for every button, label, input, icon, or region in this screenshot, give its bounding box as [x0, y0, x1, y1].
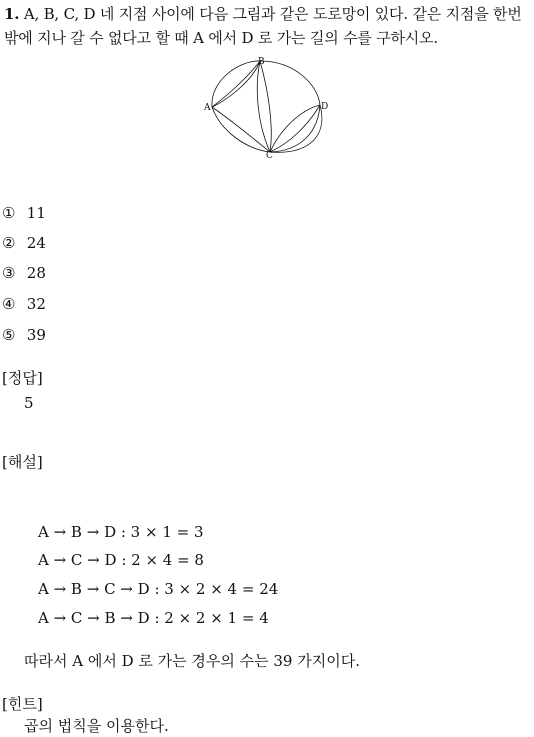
road-b-d-1: [260, 61, 320, 105]
question-text: [4, 2, 530, 50]
choice-4-value: 32: [26, 295, 46, 313]
road-a-b-1: [212, 61, 260, 107]
choice-2[interactable]: [2, 233, 46, 253]
explanation-line-4: A → C → B → D : 2 × 2 × 1 = 4: [38, 609, 269, 627]
explanation-label: [해설]: [2, 453, 43, 471]
hint-text: 곱의 법칙을 이용한다.: [24, 717, 169, 735]
choice-5-marker: ⑤: [2, 326, 16, 344]
choice-4-marker: ④: [2, 295, 16, 313]
choice-5-value: 39: [26, 326, 46, 344]
question-body: A, B, C, D 네 지점 사이에 다음 그림과 같은 도로망이 있다. 같은 지점을 한번 밖에 지나 갈 수 없다고 할 때 A 에서 D 로 가는 길의 수를 구하시오.: [4, 5, 522, 47]
vertex-c-label: C: [266, 151, 273, 161]
vertex-b-label: B: [258, 57, 265, 67]
vertex-d-label: D: [321, 102, 329, 112]
choice-5[interactable]: [2, 325, 46, 345]
choice-2-value: 24: [26, 234, 46, 252]
choice-2-marker: ②: [2, 234, 16, 252]
vertex-a-label: A: [204, 103, 211, 113]
choice-3[interactable]: [2, 263, 46, 283]
question-number: 1.: [4, 5, 20, 23]
road-network-svg: [200, 55, 340, 165]
road-c-d-3: [270, 105, 320, 152]
choice-3-value: 28: [26, 264, 46, 282]
choice-1-value: 11: [26, 204, 46, 222]
explanation-line-2: A → C → D : 2 × 4 = 8: [38, 551, 204, 569]
explanation-conclusion: 따라서 A 에서 D 로 가는 경우의 수는 39 가지이다.: [24, 652, 360, 670]
choice-1[interactable]: [2, 203, 46, 223]
explanation-line-3: A → B → C → D : 3 × 2 × 4 = 24: [38, 580, 279, 598]
road-a-c-2: [212, 107, 270, 152]
choice-3-marker: ③: [2, 264, 16, 282]
road-network-diagram: [200, 55, 340, 165]
road-b-c-2: [260, 61, 271, 152]
choice-4[interactable]: [2, 294, 46, 314]
answer-value: 5: [24, 394, 34, 412]
explanation-line-1: A → B → D : 3 × 1 = 3: [38, 523, 204, 541]
choice-1-marker: ①: [2, 204, 16, 222]
road-c-d-2: [270, 105, 320, 152]
answer-label: [정답]: [2, 369, 43, 387]
hint-label: [힌트]: [2, 695, 43, 713]
road-c-d-1: [270, 105, 320, 152]
